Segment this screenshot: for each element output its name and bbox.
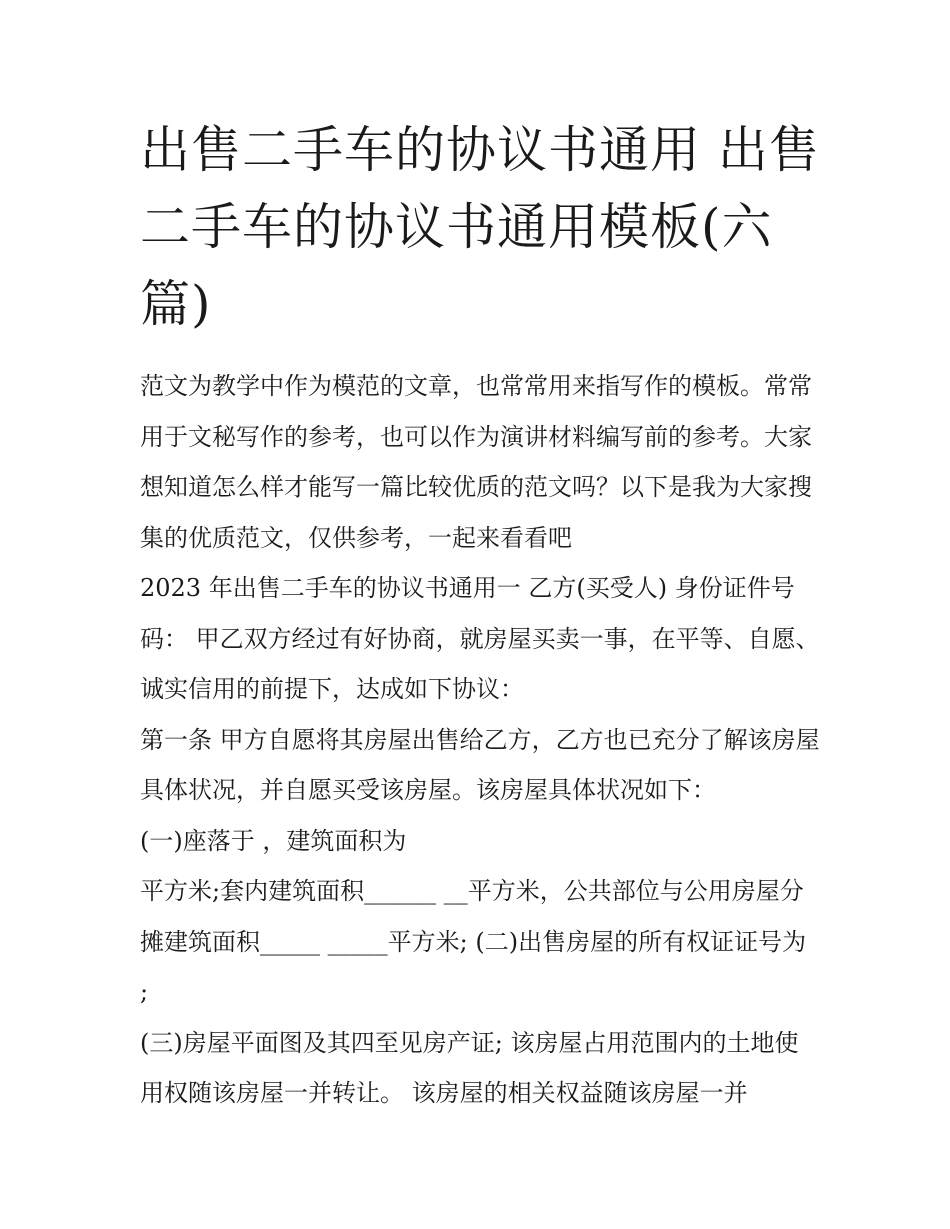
paragraph-area: 平方米;套内建筑面积______ __平方米，公共部位与公用房屋分摊建筑面积_____ _____平方米; (二)出售房屋的所有权证证号为 ; (140, 877, 814, 1006)
paragraph-floor-plan: (三)房屋平面图及其四至见房产证; 该房屋占用范围内的土地使用权随该房屋一并转让。 该房屋的相关权益随该房屋一并 (140, 1028, 799, 1107)
paragraph-article-one: 第一条 甲方自愿将其房屋出售给乙方，乙方也已充分了解该房屋具体状况，并自愿买受该房屋。该房屋具体状况如下： (140, 725, 820, 804)
paragraph-location: (一)座落于 ，建筑面积为 (140, 826, 407, 855)
document-page (140, 112, 820, 1119)
document-title: 出售二手车的协议书通用 出售二手车的协议书通用模板(六篇) (140, 121, 820, 333)
paragraph-agreement-opening: 2023 年出售二手车的协议书通用一 乙方(买受人) 身份证件号码： 甲乙双方经过有好协商，就房屋买卖一事，在平等、自愿、诚实信用的前提下，达成如下协议： (140, 574, 820, 703)
paragraph-intro: 范文为教学中作为模范的文章，也常常用来指写作的模板。常常用于文秘写作的参考，也可以作为演讲材料编写前的参考。大家想知道怎么样才能写一篇比较优质的范文吗？以下是我为大家搜集的优质范文，仅供参考，一起来看看吧 (140, 372, 812, 552)
document-body (140, 361, 820, 1119)
